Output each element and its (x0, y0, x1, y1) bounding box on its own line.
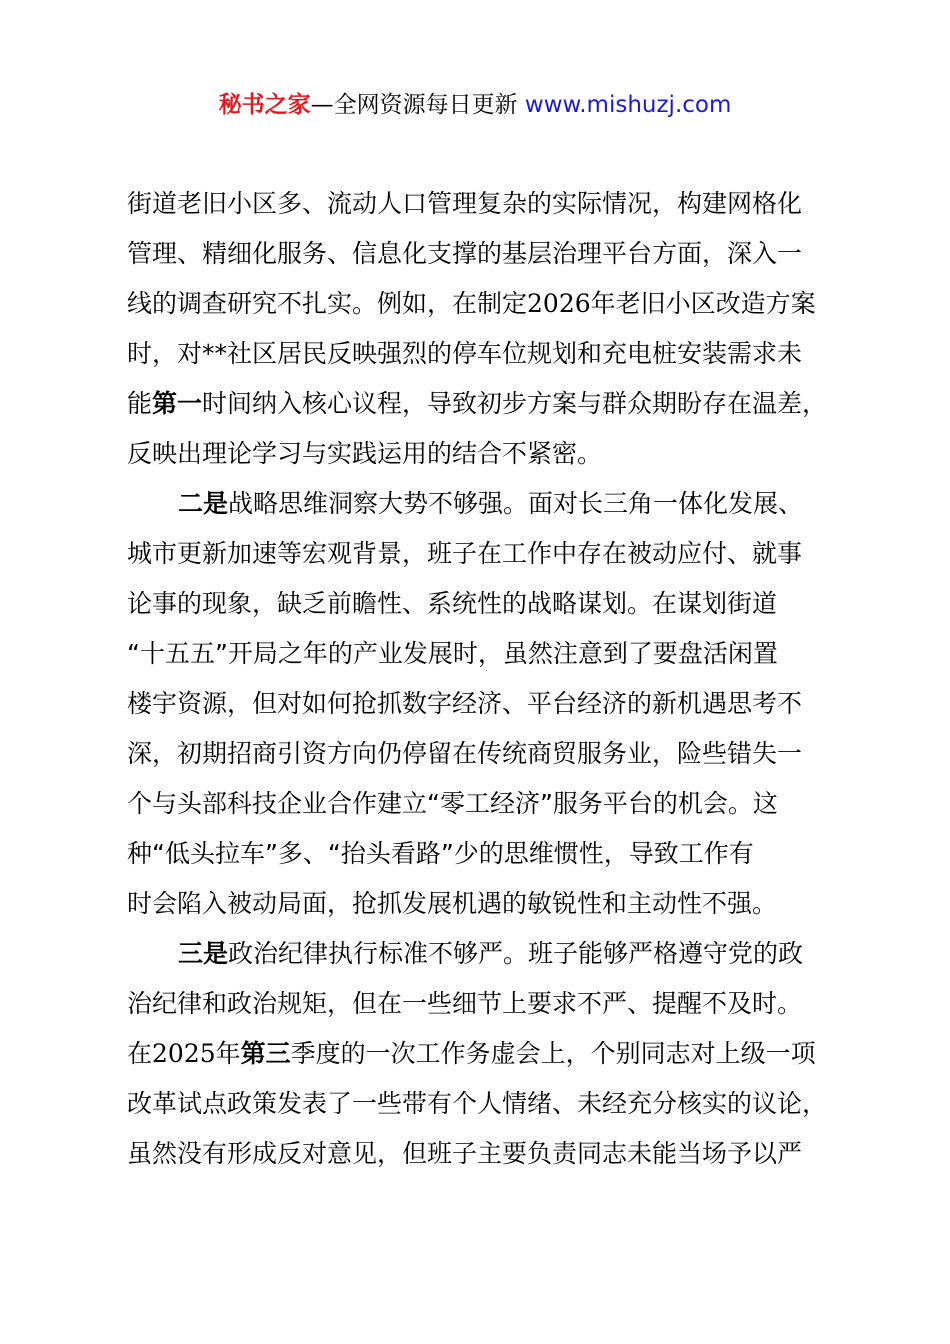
text-span: 管理、精细化服务、信息化支撑的基层治理平台方面，深入一 (127, 239, 803, 268)
paragraph-start-line (127, 479, 855, 529)
text-span: 楼宇资源，但对如何抢抓数字经济、平台经济的新机遇思考不 (127, 689, 803, 718)
bold-text: 三是 (178, 939, 229, 968)
text-line (127, 879, 855, 929)
site-brand: 秘书之家 (218, 92, 311, 118)
bold-text: 二是 (178, 489, 229, 518)
text-span: 深，初期招商引资方向仍停留在传统商贸服务业，险些错失一 (127, 739, 803, 768)
bold-text: 第三 (240, 1039, 291, 1068)
text-line (127, 329, 855, 379)
text-span: 时，对**社区居民反映强烈的停车位规划和充电桩安装需求未 (127, 339, 803, 368)
text-span: 在 (127, 1039, 153, 1068)
text-line (127, 579, 855, 629)
text-line (127, 1029, 855, 1079)
text-span: 种“低头拉车”多、“抬头看路”少的思维惯性，导致工作有 (127, 839, 754, 868)
text-line (127, 829, 855, 879)
document-body (127, 179, 855, 1179)
text-span: 能 (127, 389, 153, 418)
text-span: 反映出理论学习与实践运用的结合不紧密。 (127, 439, 603, 468)
text-span: 街道老旧小区多、流动人口管理复杂的实际情况，构建网格化 (127, 189, 803, 218)
number-text: 2025 (152, 1039, 216, 1068)
text-span: 年 (215, 1039, 241, 1068)
bold-text: 第一 (152, 389, 203, 418)
text-span: 战略思维洞察大势不够强。面对长三角一体化发展、 (228, 489, 804, 518)
text-span: 时间纳入核心议程，导致初步方案与群众期盼存在温差， (202, 389, 828, 418)
text-span: 个与头部科技企业合作建立“零工经济”服务平台的机会。这 (127, 789, 778, 818)
text-line (127, 229, 855, 279)
site-url-link[interactable]: www.mishuzj.com (517, 92, 732, 118)
text-line (127, 629, 855, 679)
text-line (127, 679, 855, 729)
text-line (127, 529, 855, 579)
text-span: 改革试点政策发表了一些带有个人情绪、未经充分核实的议论， (127, 1089, 828, 1118)
text-span: “十五五”开局之年的产业发展时，虽然注意到了要盘活闲置 (127, 639, 778, 668)
text-span: 论事的现象，缺乏前瞻性、系统性的战略谋划。在谋划街道 (127, 589, 778, 618)
text-line (127, 279, 855, 329)
text-span: 城市更新加速等宏观背景，班子在工作中存在被动应付、就事 (127, 539, 803, 568)
text-line (127, 429, 855, 479)
text-span: 政治纪律执行标准不够严。班子能够严格遵守党的政 (228, 939, 804, 968)
text-span: 年老旧小区改造方案 (590, 289, 816, 318)
text-span: 治纪律和政治规矩，但在一些细节上要求不严、提醒不及时。 (127, 989, 803, 1018)
text-span: 虽然没有形成反对意见，但班子主要负责同志未能当场予以严 (127, 1139, 803, 1168)
text-line (127, 379, 855, 429)
text-line (127, 179, 855, 229)
text-line (127, 979, 855, 1029)
paragraph-start-line (127, 929, 855, 979)
text-span: 季度的一次工作务虚会上，个别同志对上级一项 (290, 1039, 816, 1068)
text-line (127, 1129, 855, 1179)
text-line (127, 729, 855, 779)
site-tagline: —全网资源每日更新 (310, 92, 518, 118)
site-header (0, 88, 950, 122)
text-line (127, 779, 855, 829)
text-line (127, 1079, 855, 1129)
number-text: 2026 (527, 289, 591, 318)
text-span: 时会陷入被动局面，抢抓发展机遇的敏锐性和主动性不强。 (127, 889, 778, 918)
text-span: 线的调查研究不扎实。例如，在制定 (127, 289, 528, 318)
